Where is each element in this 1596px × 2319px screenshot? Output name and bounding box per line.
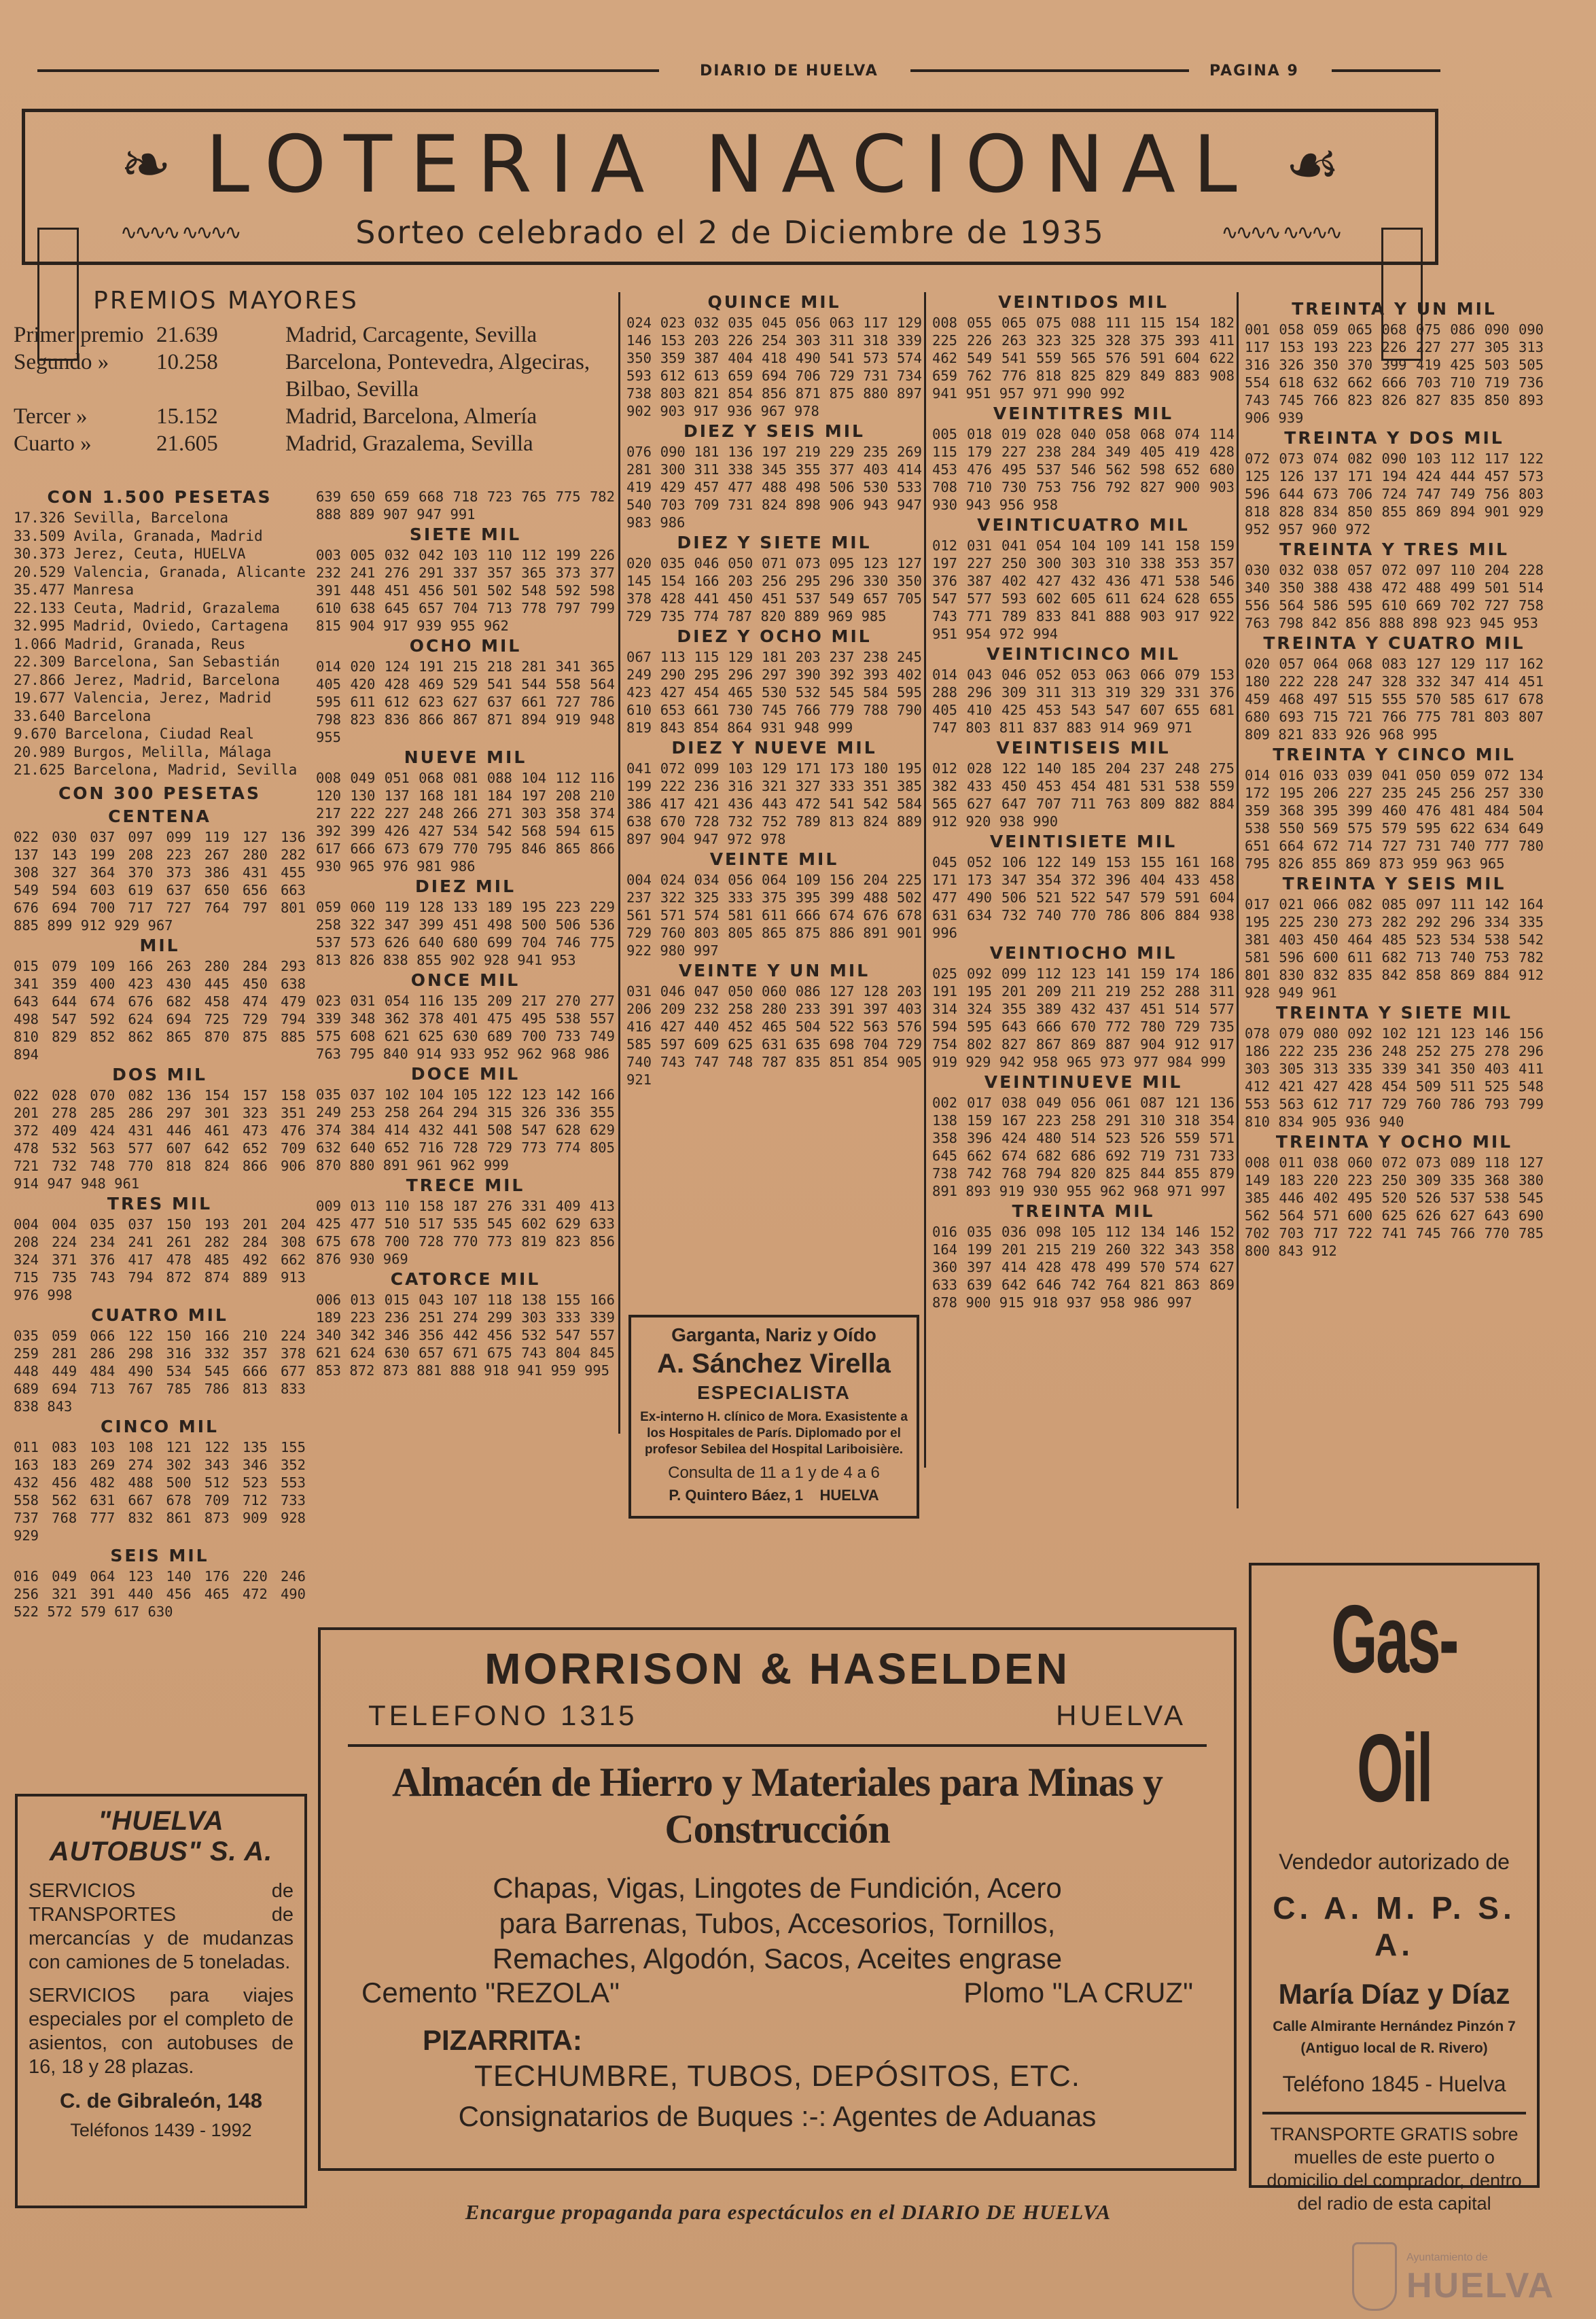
number-list: 011 083 103 108 121 122 135 155 163 183 269 274 302 343 346 352 432 456 482 488 500 512 523 553 558 562 631 667 678 709 712 733 737 768 777 832 861 873 909 928 929	[14, 1438, 306, 1544]
premio-label: Cuarto »	[14, 431, 92, 456]
section-heading: VEINTE MIL	[709, 849, 839, 869]
ad-morrison-heading: Almacén de Hierro y Materiales para Minas y Construcción	[392, 1760, 1163, 1852]
number-list: 014 043 046 052 053 063 066 079 153 288 296 309 311 313 319 329 331 376 405 410 425 453 543 547 607 655 681 747 803 811 837 883 914 969 971	[932, 667, 1235, 736]
ad-bus-text-1: SERVICIOS de TRANSPORTES de mercancías y de mudanzas con camiones de 5 toneladas.	[29, 1880, 294, 1973]
premio-1500-item: 1.066 Madrid, Granada, Reus	[14, 635, 246, 652]
number-list: 022 028 070 082 136 154 157 158 201 278 285 286 297 301 323 351 372 409 424 431 446 461 473 476 478 532 563 577 607 642 652 709 721 732 748 770 818 824 866 906 914 947 948 961	[14, 1086, 306, 1192]
number-list: 006 013 015 043 107 118 138 155 166 189 223 236 251 274 299 303 333 339 340 342 346 356 442 456 532 547 557 621 624 630 657 671 675 743 804 845 853 872 873 881 888 918 941 959 995	[316, 1292, 615, 1379]
ad-morrison-tel-row	[348, 1699, 1207, 1737]
number-list: 012 028 122 140 185 204 237 248 275 382 433 450 453 454 481 531 538 559 565 627 647 707 711 763 809 882 884 912 920 938 990	[932, 760, 1235, 830]
ad-bus-title: "HUELVA AUTOBUS" S. A.	[49, 1806, 273, 1866]
section-heading: QUINCE MIL	[707, 292, 841, 312]
ad-morrison-haselden	[318, 1627, 1237, 2171]
premios-heading: PREMIOS MAYORES	[93, 287, 359, 315]
section-heading: TREINTA MIL	[1012, 1201, 1155, 1221]
ad-bus-address: C. de Gibraleón, 148	[59, 2089, 263, 2112]
number-list: 014 020 124 191 215 218 281 341 365 405 420 428 469 529 541 544 558 564 595 611 612 623 627 637 661 727 786 798 823 836 866 867 871 894 919 948 955	[316, 658, 615, 745]
column-rule	[1237, 292, 1239, 1508]
premio-number: 21.639	[156, 323, 218, 347]
ad-huelva-autobus	[15, 1794, 307, 2208]
right-ornament: ☙	[1285, 129, 1340, 200]
ad-doctor-hours: Consulta de 11 a 1 y de 4 a 6	[668, 1464, 880, 1482]
number-list: 012 031 041 054 104 109 141 158 159 197 227 250 300 303 310 338 353 357 376 387 402 427 432 436 471 538 546 547 577 593 602 605 611 624 628 655 743 771 789 833 841 888 903 917 922 951 954 972 994	[932, 537, 1235, 642]
number-list: 023 031 054 116 135 209 217 270 277 339 348 362 378 401 475 495 538 557 575 608 621 625 630 689 700 733 749 763 795 840 914 933 952 962 968 986	[316, 993, 615, 1062]
section-heading: VEINTICINCO MIL	[987, 644, 1180, 664]
header-rule-left	[37, 69, 659, 72]
section-heading: SEIS MIL	[110, 1545, 209, 1565]
section-heading: TREINTA Y CINCO MIL	[1273, 745, 1516, 764]
number-list: 016 035 036 098 105 112 134 146 152 164 199 201 215 219 260 322 343 358 360 397 414 428 478 499 570 574 627 633 639 642 646 742 764 821 863 869 878 900 915 918 937 958 986 997	[932, 1224, 1235, 1311]
ad-gasoil-phone: Teléfono 1845 - Huelva	[1282, 2072, 1506, 2096]
ad-doctor-role: ESPECIALISTA	[697, 1382, 851, 1403]
footer-note: Encargue propaganda para espectáculos en el DIARIO DE HUELVA	[465, 2200, 1112, 2224]
number-list: 001 058 059 065 068 075 086 090 090 117 153 193 223 226 227 277 305 313 316 326 350 370 399 419 425 503 505 554 618 632 662 666 703 710 719 736 743 745 766 823 826 827 835 850 893 906 939	[1245, 321, 1544, 426]
number-list: 030 032 038 057 072 097 110 204 228 340 350 388 438 472 488 499 501 514 556 564 586 595 610 669 702 727 758 763 798 842 856 888 898 923 945 953	[1245, 562, 1544, 631]
section-heading: VEINTE Y UN MIL	[678, 961, 870, 980]
section-heading: TREINTA Y CUATRO MIL	[1263, 633, 1525, 653]
section-heading: TRECE MIL	[406, 1175, 525, 1195]
section-heading: VEINTIOCHO MIL	[989, 943, 1177, 963]
section-heading: TREINTA Y SIETE MIL	[1276, 1003, 1512, 1023]
premio-row	[14, 430, 615, 457]
section-heading: DOS MIL	[112, 1064, 207, 1084]
ad-morrison-lead: Plomo "LA CRUZ"	[963, 1977, 1193, 2008]
number-list: 045 052 106 122 149 153 155 161 168 171 173 347 354 372 396 404 433 458 477 490 506 521 522 547 579 591 604 631 634 732 740 770 786 806 884 938 996	[932, 854, 1235, 941]
section-heading: CENTENA	[108, 806, 211, 826]
ad-morrison-line-2: para Barrenas, Tubos, Accesorios, Tornillos,	[499, 1907, 1056, 1939]
number-list: 078 079 080 092 102 121 123 146 156 186 222 235 236 248 252 275 278 296 303 305 313 335 339 341 350 403 411 412 421 427 428 454 509 511 525 548 553 563 612 717 729 760 786 793 799 810 834 905 936 940	[1245, 1025, 1544, 1130]
ad-morrison-name: MORRISON & HASELDEN	[484, 1644, 1070, 1693]
number-list: 059 060 119 128 133 189 195 223 229 258 322 347 399 451 498 500 506 536 537 573 626 640 680 699 704 746 775 813 826 838 855 902 928 941 953	[316, 899, 615, 968]
ad-doctor-description: Ex-interno H. clínico de Mora. Exasistente a los Hospitales de París. Diplomado por el profesor Sebilea del Hospital Lariboisière.	[640, 1410, 908, 1457]
number-list: 017 021 066 082 085 097 111 142 164 195 225 230 273 282 292 296 334 335 381 403 450 464 485 523 534 538 542 581 596 600 611 682 713 740 753 782 801 830 832 835 842 858 869 884 912 928 949 961	[1245, 896, 1544, 1001]
column-3	[626, 291, 922, 1310]
number-list: 072 073 074 082 090 103 112 117 122 125 126 137 171 194 424 444 457 573 596 644 673 706 724 747 749 756 803 818 828 834 850 855 869 894 901 929 952 957 960 972	[1245, 450, 1544, 537]
con-1500-heading: CON 1.500 PESETAS	[47, 487, 272, 507]
number-list: 035 059 066 122 150 166 210 224 259 281 286 298 316 332 357 378 448 449 484 490 534 545 666 677 689 694 713 767 785 786 813 833 838 843	[14, 1327, 306, 1415]
premio-row	[14, 349, 615, 403]
header-rule-mid	[910, 69, 1189, 72]
page-title: LOTERIA NACIONAL	[205, 119, 1255, 211]
ad-bus-phones: Teléfonos 1439 - 1992	[70, 2120, 252, 2140]
ad-doctor-specialty: Garganta, Nariz y Oído	[671, 1324, 876, 1345]
section-heading: DOCE MIL	[410, 1064, 520, 1084]
section-heading: MIL	[139, 935, 180, 955]
number-list: 022 030 037 097 099 119 127 136 137 143 199 208 223 267 280 282 308 327 364 370 373 386 431 455 549 594 603 619 637 650 656 663 676 694 700 717 727 764 797 801 885 899 912 929 967	[14, 828, 306, 934]
section-heading: VEINTINUEVE MIL	[984, 1072, 1183, 1092]
section-heading: DIEZ Y SEIS MIL	[684, 421, 865, 441]
premio-1500-item: 35.477 Manresa	[14, 582, 135, 598]
section-heading: DIEZ Y SIETE MIL	[677, 533, 872, 552]
premio-label: Tercer »	[14, 404, 88, 429]
section-heading: SIETE MIL	[409, 525, 522, 544]
ad-doctor	[628, 1315, 919, 1519]
premio-number: 10.258	[156, 350, 218, 374]
premio-1500-item: 32.995 Madrid, Oviedo, Cartagena	[14, 618, 289, 634]
premio-number: 15.152	[156, 404, 218, 429]
watermark-small: Ayuntamiento de	[1406, 2252, 1488, 2263]
section-heading: TREINTA Y OCHO MIL	[1275, 1132, 1513, 1152]
column-4	[932, 291, 1235, 1582]
premio-1500-item: 30.373 Jerez, Ceuta, HUELVA	[14, 546, 246, 562]
premio-1500-item: 22.309 Barcelona, San Sebastián	[14, 654, 280, 670]
number-list: 076 090 181 136 197 219 229 235 269 281 300 311 338 345 355 377 403 414 419 429 457 477 488 498 506 530 533 540 703 709 731 824 898 906 943 947 983 986	[626, 444, 922, 531]
premio-1500-item: 21.625 Barcelona, Madrid, Sevilla	[14, 762, 298, 778]
number-list: 016 049 064 123 140 176 220 246 256 321 391 440 456 465 472 490 522 572 579 617 630	[14, 1568, 306, 1620]
ad-morrison-line-1: Chapas, Vigas, Lingotes de Fundición, Acero	[493, 1872, 1062, 1904]
number-list: 025 092 099 112 123 141 159 174 186 191 195 201 209 211 219 252 288 311 314 324 355 389 432 437 451 514 577 594 595 643 666 670 772 780 729 735 754 802 827 867 869 887 904 912 917 919 929 942 958 965 973 977 984 999	[932, 966, 1235, 1070]
number-list: 041 072 099 103 129 171 173 180 195 199 222 236 316 321 327 333 351 385 386 417 421 436 443 472 541 542 584 638 670 728 732 752 789 813 824 889 897 904 947 972 978	[626, 760, 922, 847]
number-list: 015 079 109 166 263 280 284 293 341 359 400 423 430 445 450 638 643 644 674 676 682 458 474 479 498 547 592 624 694 725 729 794 810 829 852 862 865 870 875 885 894	[14, 957, 306, 1063]
left-ornament: ❧	[120, 129, 172, 200]
premio-1500-item: 9.670 Barcelona, Ciudad Real	[14, 726, 255, 742]
premio-1500-item: 19.677 Valencia, Jerez, Madrid	[14, 690, 272, 706]
section-heading: TREINTA Y UN MIL	[1292, 299, 1497, 319]
premio-places: Madrid, Carcagente, Sevilla	[285, 323, 537, 347]
section-heading: CINCO MIL	[101, 1416, 219, 1436]
section-heading: NUEVE MIL	[404, 747, 527, 767]
number-list: 002 017 038 049 056 061 087 121 136 138 159 167 223 258 291 310 318 354 358 396 424 480 514 523 526 559 571 645 662 674 682 686 692 719 731 733 738 742 768 794 820 825 844 855 879 891 893 919 930 955 962 968 971 997	[932, 1095, 1235, 1199]
section-heading: TREINTA Y TRES MIL	[1279, 539, 1509, 559]
section-heading: TREINTA Y DOS MIL	[1284, 428, 1504, 448]
premios-mayores	[14, 284, 615, 488]
ad-gasoil-transport: TRANSPORTE GRATIS sobre muelles de este puerto o domicilio del comprador, dentro del radio de esta capital	[1266, 2124, 1522, 2214]
section-heading: CATORCE MIL	[390, 1269, 541, 1289]
ad-morrison-line-4	[348, 1977, 1207, 2015]
premio-label: Primer premio	[14, 323, 144, 347]
premio-places: Madrid, Barcelona, Almería	[285, 404, 537, 429]
section-heading: TREINTA Y SEIS MIL	[1282, 874, 1506, 893]
section-heading: VEINTITRES MIL	[993, 404, 1174, 423]
ad-morrison-tel: TELEFONO 1315	[368, 1699, 638, 1731]
column-rule	[618, 292, 620, 1434]
header-rule-right	[1332, 69, 1440, 72]
ad-morrison-line-5: TECHUMBRE, TUBOS, DEPÓSITOS, ETC.	[474, 2059, 1080, 2093]
ad-doctor-address: P. Quintero Báez, 1 HUELVA	[669, 1487, 879, 1504]
ad-gasoil-title: Gas-Oil	[1331, 1585, 1457, 1822]
left-squiggle: ∿∿∿∿ ∿∿∿∿	[120, 221, 239, 245]
ad-doctor-name: A. Sánchez Virella	[657, 1349, 891, 1379]
section-heading: VEINTISEIS MIL	[996, 738, 1171, 758]
ad-gas-oil	[1249, 1563, 1540, 2214]
premio-places: Madrid, Grazalema, Sevilla	[285, 431, 533, 456]
premio-places: Barcelona, Pontevedra, Algeciras, Bilbao, Sevilla	[285, 350, 590, 402]
column-rule	[924, 292, 926, 1468]
premio-1500-item: 20.989 Burgos, Melilla, Málaga	[14, 743, 272, 760]
premio-label: Segundo »	[14, 350, 109, 374]
column-5	[1245, 298, 1544, 1534]
header-paper-name: DIARIO DE HUELVA	[700, 63, 879, 79]
watermark-crest-icon	[1352, 2242, 1397, 2311]
section-heading: VEINTIDOS MIL	[998, 292, 1169, 312]
ad-gasoil-line-1: Vendedor autorizado de	[1279, 1849, 1510, 1874]
section-heading: DIEZ Y NUEVE MIL	[671, 738, 877, 758]
ad-gasoil-divider	[1262, 2112, 1526, 2114]
section-heading: VEINTICUATRO MIL	[977, 515, 1190, 535]
number-list: 020 057 064 068 083 127 129 117 162 180 222 228 247 328 332 347 414 451 459 468 497 515 555 570 585 617 678 680 693 715 721 766 775 781 803 807 809 821 833 926 968 995	[1245, 656, 1544, 743]
header-page-number: PAGINA 9	[1209, 63, 1299, 79]
title-box	[22, 109, 1438, 265]
archive-watermark	[1352, 2242, 1583, 2310]
premio-number: 21.605	[156, 431, 218, 456]
number-list: 008 055 065 075 088 111 115 154 182 225 226 263 323 325 328 375 393 411 462 549 541 559 565 576 591 604 622 659 762 776 818 825 829 849 883 908 941 951 957 971 990 992	[932, 315, 1235, 402]
premio-1500-item: 27.866 Jerez, Madrid, Barcelona	[14, 671, 280, 688]
ad-gasoil-seller: María Díaz y Díaz	[1278, 1978, 1510, 2010]
number-list: 004 004 035 037 150 193 201 204 208 224 234 241 261 282 284 308 324 371 376 417 478 485 492 662 715 735 743 794 872 874 889 913 976 998	[14, 1216, 306, 1303]
ad-morrison-line-3: Remaches, Algodón, Sacos, Aceites engrase	[492, 1943, 1063, 1975]
premio-row	[14, 403, 615, 430]
number-list: 031 046 047 050 060 086 127 128 203 206 209 232 258 280 233 391 397 403 416 427 440 452 465 504 522 563 576 585 597 609 625 631 635 698 704 729 740 743 747 748 787 835 851 854 905 921	[626, 983, 922, 1088]
watermark-big: HUELVA	[1406, 2266, 1555, 2305]
section-heading: TRES MIL	[107, 1193, 213, 1214]
number-list: 639 650 659 668 718 723 765 775 782 888 889 907 947 991	[316, 489, 615, 523]
number-list: 014 016 033 039 041 050 059 072 134 172 195 206 227 235 245 256 257 330 359 368 395 399 460 476 481 484 504 538 550 569 575 579 595 622 634 649 651 664 672 714 727 731 740 777 780 795 826 855 869 873 959 963 965	[1245, 767, 1544, 872]
ad-morrison-pizarrita: PIZARRITA:	[423, 2024, 582, 2056]
number-list: 067 113 115 129 181 203 237 238 245 249 290 295 296 297 390 392 393 402 423 427 454 465 530 532 545 584 595 610 653 661 730 745 766 779 788 790 819 843 854 864 931 948 999	[626, 649, 922, 736]
number-list: 009 013 110 158 187 276 331 409 413 425 477 510 517 535 545 602 629 633 675 678 700 728 770 773 819 823 856 876 930 969	[316, 1198, 615, 1267]
con-300-heading: CON 300 PESETAS	[58, 783, 262, 803]
section-heading: ONCE MIL	[410, 970, 520, 990]
ad-gasoil-street: Calle Almirante Hernández Pinzón 7	[1273, 2019, 1516, 2034]
section-heading: DIEZ MIL	[414, 877, 516, 896]
number-list: 008 049 051 068 081 088 104 112 116 120 130 137 168 181 184 197 208 210 217 222 227 248 266 271 303 358 374 392 399 426 427 534 542 568 594 615 617 666 673 679 770 795 846 865 866 930 965 976 981 986	[316, 770, 615, 874]
number-list: 004 024 034 056 064 109 156 204 225 237 322 325 333 375 395 399 488 502 561 571 574 581 611 666 674 676 678 729 760 803 805 865 875 886 891 901 922 980 997	[626, 872, 922, 959]
draw-date-subtitle: Sorteo celebrado el 2 de Diciembre de 1935	[355, 214, 1105, 251]
ad-morrison-line-6: Consignatarios de Buques :-: Agentes de Aduanas	[458, 2100, 1097, 2132]
ad-bus-text-2: SERVICIOS para viajes especiales por el completo de asientos, con autobuses de 16, 18 y 28 plazas.	[29, 1985, 294, 2078]
number-list: 005 018 019 028 040 058 068 074 114 115 179 227 238 284 349 405 419 428 453 476 495 537 546 562 598 652 680 708 710 730 753 756 792 827 900 903 930 943 956 958	[932, 426, 1235, 513]
number-list: 035 037 102 104 105 122 123 142 166 249 253 258 264 294 315 326 336 355 374 384 414 432 441 508 547 628 629 632 640 652 716 728 729 773 774 805 870 880 891 961 962 999	[316, 1086, 615, 1173]
ad-gasoil-campsa: C. A. M. P. S. A.	[1273, 1890, 1516, 1962]
section-heading: DIEZ Y OCHO MIL	[677, 626, 872, 646]
premio-1500-item: 22.133 Ceuta, Madrid, Grazalema	[14, 599, 280, 616]
column-1	[14, 486, 306, 1620]
premio-row	[14, 321, 615, 349]
number-list: 003 005 032 042 103 110 112 199 226 232 241 276 291 337 357 365 373 377 391 448 451 456 501 502 548 592 598 610 638 645 657 704 713 778 797 799 815 904 917 939 955 962	[316, 547, 615, 634]
premio-1500-item: 17.326 Sevilla, Barcelona	[14, 510, 229, 526]
section-heading: VEINTISIETE MIL	[989, 832, 1177, 851]
number-list: 008 011 038 060 072 073 089 118 127 149 183 220 223 250 309 335 368 380 385 446 402 495 520 526 537 538 545 562 564 571 600 625 626 627 643 690 702 703 717 722 741 745 766 770 785 800 843 912	[1245, 1154, 1544, 1259]
premio-1500-item: 33.509 Avila, Granada, Madrid	[14, 527, 263, 544]
ad-morrison-cement: Cemento "REZOLA"	[361, 1977, 620, 2008]
right-squiggle: ∿∿∿∿ ∿∿∿∿	[1221, 221, 1340, 245]
ad-gasoil-old-local: (Antiguo local de R. Rivero)	[1300, 2040, 1488, 2056]
ad-morrison-city: HUELVA	[1056, 1699, 1186, 1731]
number-list: 024 023 032 035 045 056 063 117 129 146 153 203 226 254 303 311 318 339 350 359 387 404 418 490 541 573 574 593 612 613 659 694 706 729 731 734 738 803 821 854 856 871 875 880 897 902 903 917 936 967 978	[626, 315, 922, 419]
number-list: 020 035 046 050 071 073 095 123 127 145 154 166 203 256 295 296 330 350 378 428 441 450 451 537 549 657 705 729 735 774 787 820 889 969 985	[626, 555, 922, 624]
premio-1500-item: 33.640 Barcelona	[14, 707, 152, 724]
section-heading: CUATRO MIL	[91, 1305, 228, 1325]
column-2	[316, 488, 615, 1786]
ad-morrison-divider	[348, 1744, 1207, 1747]
premio-1500-item: 20.529 Valencia, Granada, Alicante	[14, 563, 306, 580]
section-heading: OCHO MIL	[409, 636, 522, 656]
